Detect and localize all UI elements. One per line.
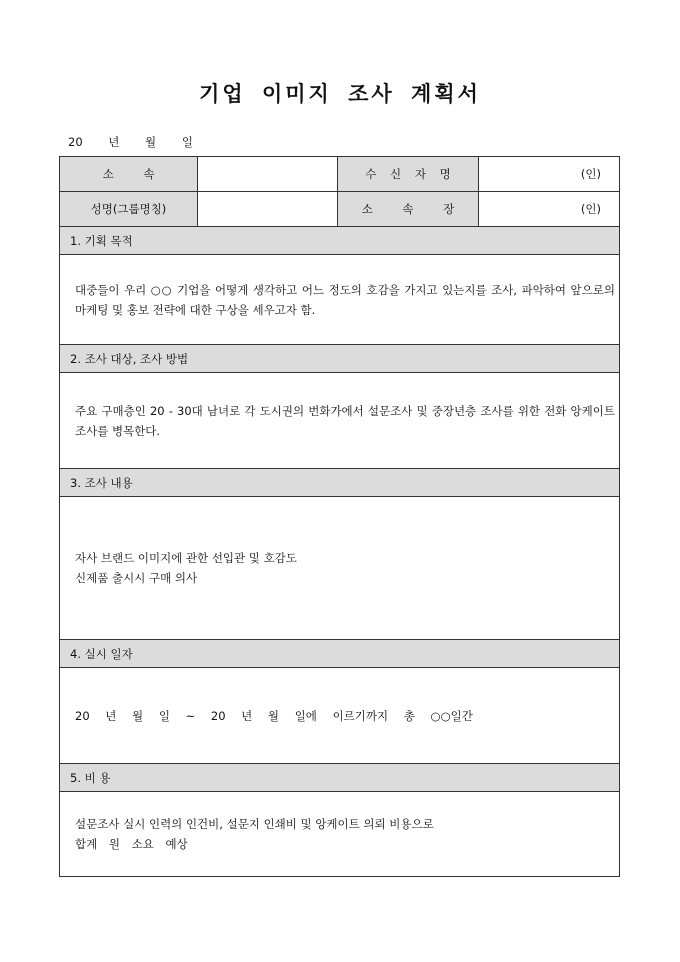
department-head-seal[interactable]: (인) xyxy=(580,202,601,216)
section-schedule-heading: 4. 실시 일자 xyxy=(60,640,619,668)
group-name-label: 성명(그룹명칭) xyxy=(60,192,198,226)
cost-text: 설문조사 실시 인력의 인건비, 설문지 인쇄비 및 앙케이트 의뢰 비용으로 xyxy=(75,817,434,831)
plan-form xyxy=(59,156,620,877)
section-purpose-body xyxy=(60,255,619,345)
department-head-label: 소 속 장 xyxy=(338,192,479,226)
target-method-text: 주요 구매층인 20 - 30대 남녀로 각 도시권의 번화가에서 설문조사 및 중장년층 조사를 위한 전화 앙케이트 조사를 병목한다. xyxy=(75,403,615,438)
section-cost-heading: 5. 비 용 xyxy=(60,764,619,792)
affiliation-label: 소 속 xyxy=(60,157,198,191)
schedule-text: 20 년 월 일 ~ 20 년 월 일에 이르기까지 총 ○○일간 xyxy=(75,708,473,723)
section-content-body xyxy=(60,497,619,640)
cost-total-text: 합계 원 소요 예상 xyxy=(75,837,188,851)
section-cost-body xyxy=(60,792,619,876)
recipient-seal[interactable]: (인) xyxy=(580,167,601,181)
content-item: 자사 브랜드 이미지에 관한 선입관 및 호감도 xyxy=(75,551,297,565)
date-line: 20 년 월 일 xyxy=(68,135,193,149)
recipient-name-label: 수 신 자 명 xyxy=(338,157,479,191)
section-schedule-body xyxy=(60,668,619,764)
info-row-affiliation xyxy=(60,157,619,192)
section-purpose-heading: 1. 기획 목적 xyxy=(60,227,619,255)
section-target-heading: 2. 조사 대상, 조사 방법 xyxy=(60,345,619,373)
affiliation-value[interactable] xyxy=(198,157,338,191)
purpose-text: 대중들이 우리 ○○ 기업을 어떻게 생각하고 어느 정도의 호감을 가지고 있는지를 조사, 파악하여 앞으로의 마케팅 및 홍보 전략에 대한 구상을 세우고자 함. xyxy=(75,282,615,317)
info-row-name xyxy=(60,192,619,227)
content-item: 신제품 출시시 구매 의사 xyxy=(75,571,198,585)
section-content-heading: 3. 조사 내용 xyxy=(60,469,619,497)
section-target-body xyxy=(60,373,619,469)
document-title: 기업 이미지 조사 계획서 xyxy=(199,81,481,106)
group-name-value[interactable] xyxy=(198,192,338,226)
